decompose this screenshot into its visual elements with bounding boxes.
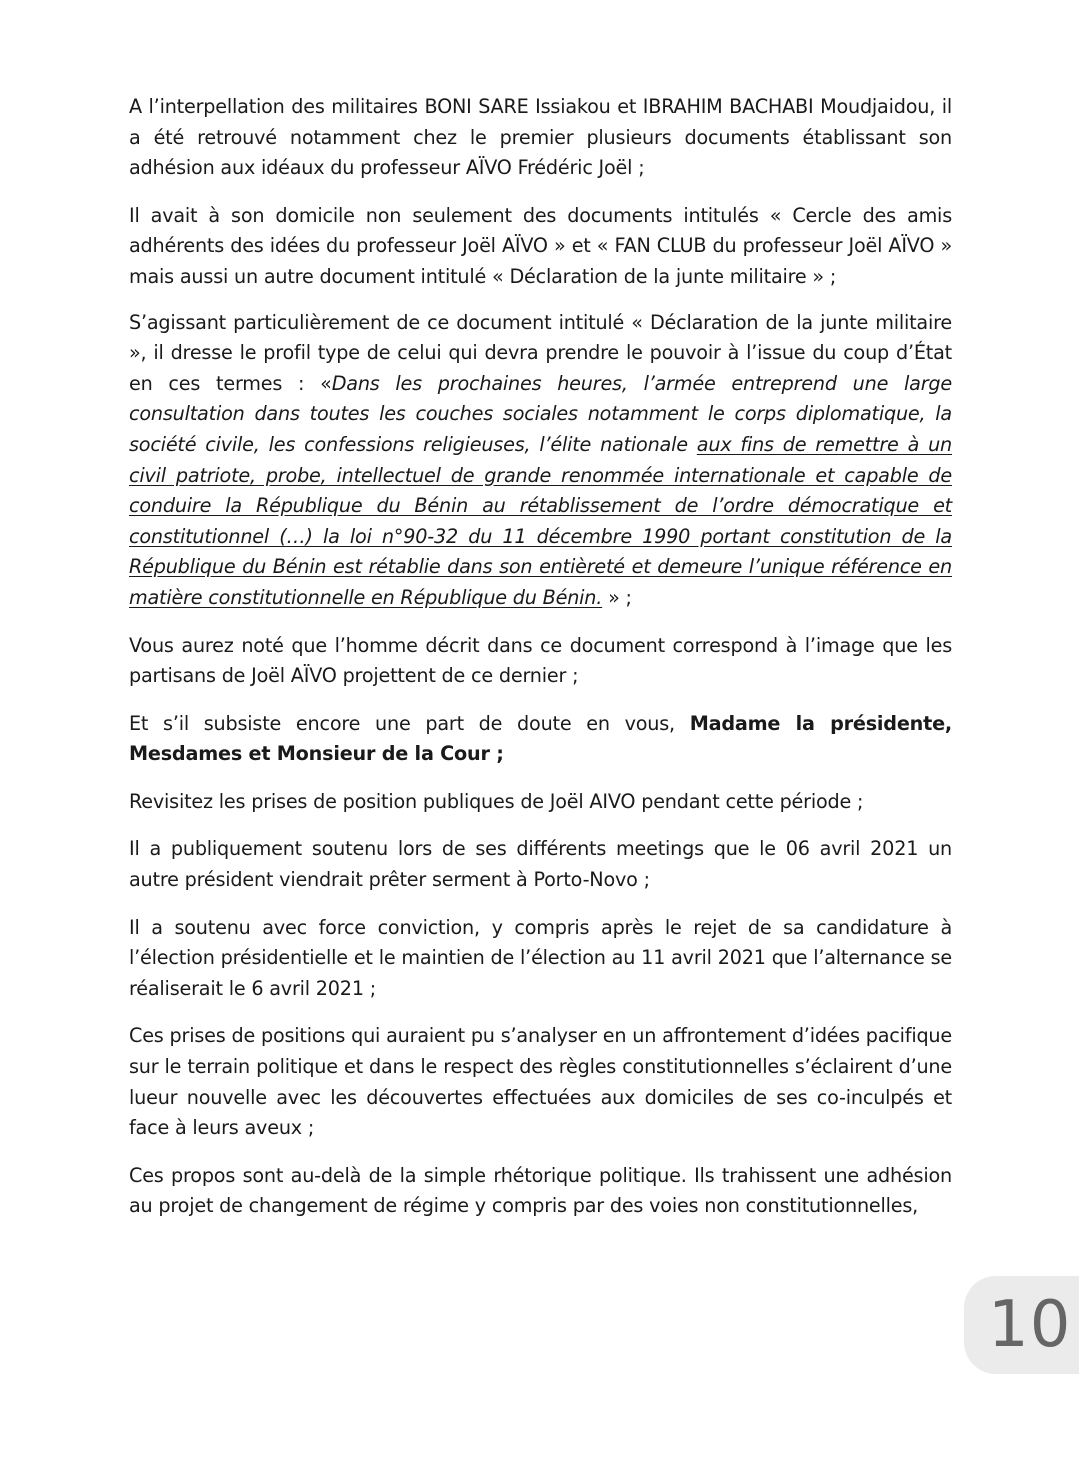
page-number: 10	[988, 1288, 1072, 1362]
declaration-intro: S’agissant particulièrement de ce document intitulé « Déclaration de la junte militaire », il dresse le profil type de celui qui devra prendre le pouvoir à l’issue du coup d’État en ces termes : «	[129, 310, 952, 395]
paragraph-interpellation: A l’interpellation des militaires BONI SARE Issiakou et IBRAHIM BACHABI Moudjaidou, il a été retrouvé notamment chez le premier plusieurs documents établissant son adhésion aux idéaux du professeur AÏVO Frédéric Joël ;	[129, 95, 952, 180]
paragraph-meetings: Il a publiquement soutenu lors de ses différents meetings que le 06 avril 2021 un autre président viendrait prêter serment à Porto-Novo ;	[129, 837, 952, 892]
paragraph-rhetorique: Ces propos sont au-delà de la simple rhétorique politique. Ils trahissent une adhésion au projet de changement de régime y compris par des voies non constitutionnelles,	[129, 1163, 952, 1218]
paragraph-doute	[129, 709, 952, 770]
paragraph-conviction: Il a soutenu avec force conviction, y compris après le rejet de sa candidature à l’élection présidentielle et le maintien de l’élection au 11 avril 2021 que l’alternance se réaliserait le 6 avril 2021 ;	[129, 915, 952, 1000]
paragraph-domicile-documents: Il avait à son domicile non seulement des documents intitulés « Cercle des amis adhérents des idées du professeur Joël AÏVO » et « FAN CLUB du professeur Joël AÏVO » mais aussi un autre document intitulé « Déclaration de la junte militaire » ;	[129, 203, 952, 288]
paragraph-declaration-junte	[129, 308, 952, 614]
doute-text: Et s’il subsiste encore une part de doute en vous,	[129, 711, 690, 735]
paragraph-affrontement: Ces prises de positions qui auraient pu s’analyser en un affrontement d’idées pacifique sur le terrain politique et dans le respect des règles constitutionnelles s’éclairent d’une lueur nouvelle avec les découvertes effectuées aux domiciles de ses co-inculpés et face à leurs aveux ;	[129, 1024, 952, 1140]
paragraph-prises-position: Revisitez les prises de position publiques de Joël AIVO pendant cette période ;	[129, 789, 864, 813]
document-body	[129, 92, 952, 1239]
declaration-closing: » ;	[602, 585, 632, 609]
doute-address-bold: Madame la présidente, Mesdames et Monsieur de la Cour ;	[129, 711, 952, 766]
paragraph-homme-decrit: Vous aurez noté que l’homme décrit dans ce document correspond à l’image que les partisans de Joël AÏVO projettent de ce dernier ;	[129, 633, 952, 688]
declaration-quote-underlined: aux fins de remettre à un civil patriote, probe, intellectuel de grande renommée internationale et capable de conduire la République du Bénin au rétablissement de l’ordre démocratique et constitutionnel (…) la loi n°90-32 du 11 décembre 1990 portant constitution de la République du Bénin est rétablie dans son entièreté et demeure l’unique référence en matière constitutionnelle en République du Bénin.	[129, 432, 952, 609]
declaration-quote-italic: Dans les prochaines heures, l’armée entreprend une large consultation dans toutes les couches sociales notamment le corps diplomatique, la société civile, les confessions religieuses, l’élite nationale	[129, 371, 952, 456]
